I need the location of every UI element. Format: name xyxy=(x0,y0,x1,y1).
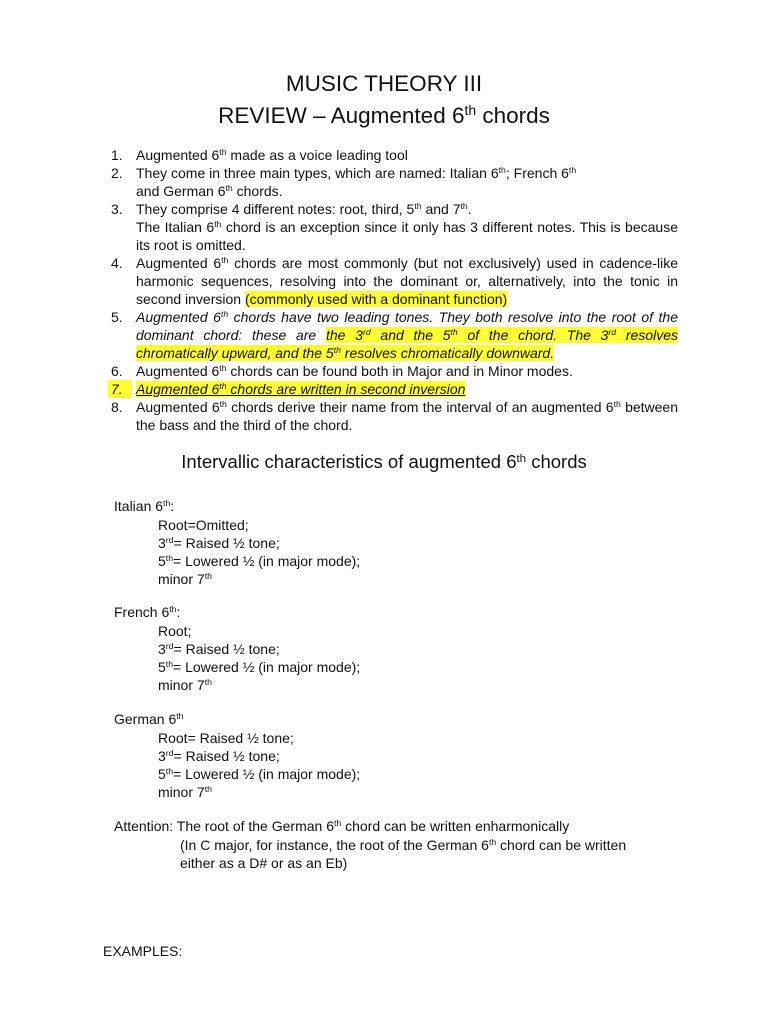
document-title xyxy=(0,70,768,98)
list-item: 8. Augmented 6th chords derive their name from the interval of an augmented 6th between the bass and the third of the chord. xyxy=(111,399,678,433)
french-6th-heading: French 6th: xyxy=(114,604,181,620)
review-list xyxy=(108,146,678,434)
highlighted-text: the 3rd and the 5th of the chord. The 3rd resolves chromatically upward, and the 5th resolves chromatically downward. xyxy=(136,327,679,361)
list-item: 3. They comprise 4 different notes: root, third, 5th and 7th. The Italian 6th chord is an exception since it only has 3 different notes. This is because its root is omitted. xyxy=(111,201,678,253)
list-item: 2. They come in three main types, which are named: Italian 6th; French 6th and German 6th chords. xyxy=(111,165,577,199)
list-item: 4. Augmented 6th chords are most commonly (but not exclusively) used in cadence-like harmonic sequences, resolving into the dominant or, alternatively, into the tonic in second inversion (commonly used with a dominant function) xyxy=(111,255,678,307)
chord-line: Root= Raised ½ tone; xyxy=(158,730,294,746)
highlighted-text: (commonly used with a dominant function) xyxy=(244,291,508,307)
list-item: 7. Augmented 6th chords are written in second inversion xyxy=(108,380,678,398)
chord-line: 3rd= Raised ½ tone; xyxy=(158,641,280,657)
title-line-1: MUSIC THEORY III xyxy=(285,71,483,96)
chord-line: 5th= Lowered ½ (in major mode); xyxy=(158,766,361,782)
german-6th-block xyxy=(114,710,514,800)
italian-6th-block xyxy=(114,497,514,587)
french-6th-block xyxy=(114,603,514,693)
attention-line-3: either as a D# or as an Eb) xyxy=(180,855,348,871)
chord-line: minor 7th xyxy=(158,571,212,587)
section-heading: Intervallic characteristics of augmented 6th chords xyxy=(181,451,587,472)
german-6th-heading: German 6th xyxy=(114,711,184,727)
list-item: 6. Augmented 6th chords can be found both in Major and in Minor modes. xyxy=(111,363,573,379)
chord-line: 3rd= Raised ½ tone; xyxy=(158,535,280,551)
chord-line: Root; xyxy=(158,623,192,639)
chord-line: minor 7th xyxy=(158,784,212,800)
list-item: 5. Augmented 6th chords have two leading tones. They both resolve into the root of the dominant chord: these are the 3rd and the 5th of the chord. The 3rd resolves chromatically upward, and the 5th resolves chromatically downward. xyxy=(111,309,679,361)
attention-line-2: (In C major, for instance, the root of the German 6th chord can be written xyxy=(180,837,627,853)
list-item: 1. Augmented 6th made as a voice leading tool xyxy=(111,147,408,163)
chord-line: minor 7th xyxy=(158,677,212,693)
chord-line: 5th= Lowered ½ (in major mode); xyxy=(158,659,361,675)
examples-label: EXAMPLES: xyxy=(103,943,183,959)
highlighted-text: Augmented 6th chords are written in second inversion xyxy=(136,381,466,397)
attention-line-1: Attention: The root of the German 6th chord can be written enharmonically xyxy=(114,818,570,834)
italian-6th-heading: Italian 6th: xyxy=(114,498,175,514)
chord-line: 3rd= Raised ½ tone; xyxy=(158,748,280,764)
document-subtitle: REVIEW – Augmented 6th chords xyxy=(218,102,550,128)
chord-line: Root=Omitted; xyxy=(158,517,249,533)
chord-line: 5th= Lowered ½ (in major mode); xyxy=(158,553,361,569)
